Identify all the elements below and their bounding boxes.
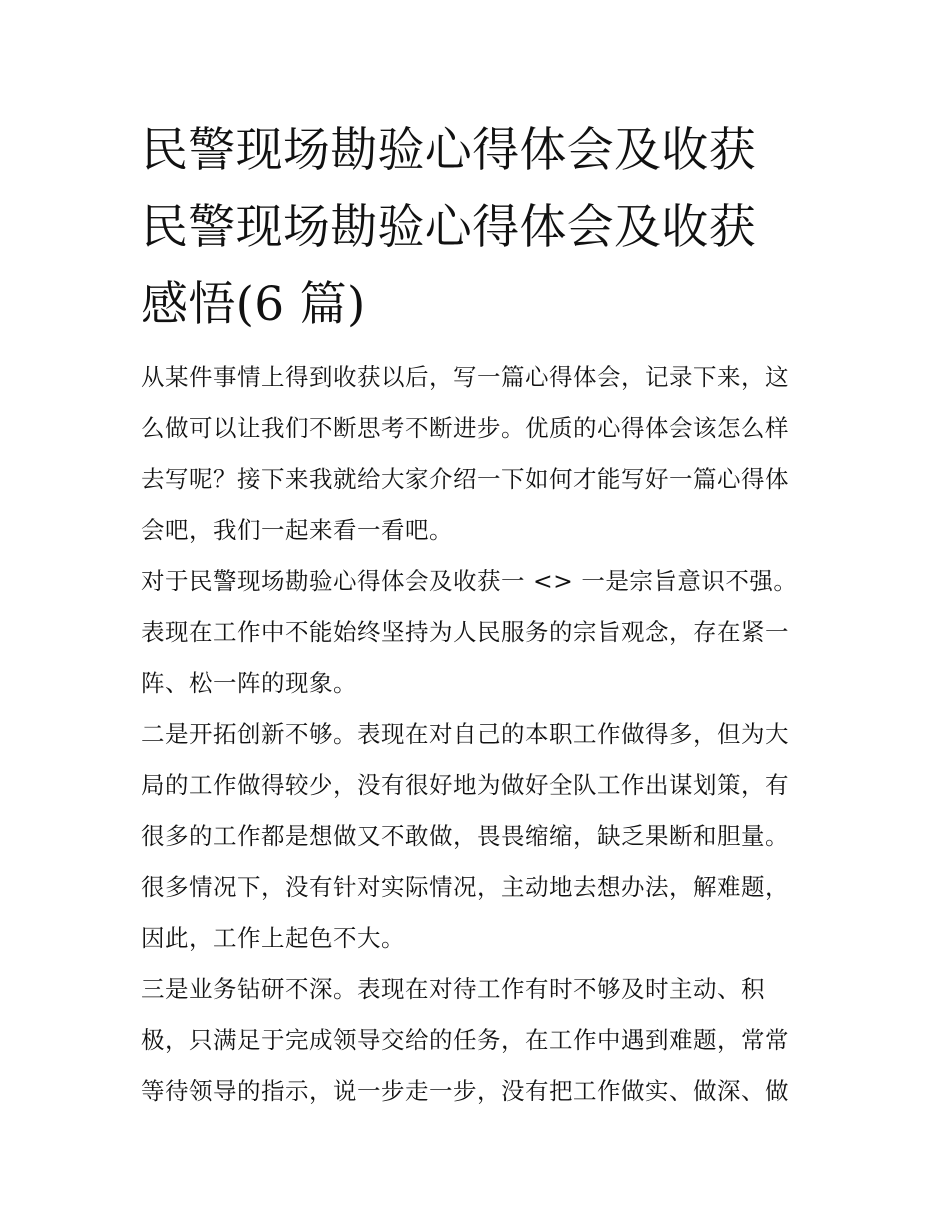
document-page — [141, 112, 813, 1117]
text-line: 二是开拓创新不够。表现在对自己的本职工作做得多，但为大 — [141, 720, 789, 748]
document-title — [141, 112, 813, 343]
title-line: 民警现场勘验心得体会及收获 — [141, 123, 756, 178]
text-line: 因此，工作上起色不大。 — [141, 924, 405, 952]
text-line: 三是业务钻研不深。表现在对待工作有时不够及时主动、积 — [141, 975, 765, 1003]
text-line: 局的工作做得较少，没有很好地为做好全队工作出谋划策，有 — [141, 771, 789, 799]
text-line: 么做可以让我们不断思考不断进步。优质的心得体会该怎么样 — [141, 414, 789, 442]
title-line: 感悟(6 篇) — [141, 277, 366, 332]
text-line: 极，只满足于完成领导交给的任务，在工作中遇到难题，常常 — [141, 1026, 789, 1054]
text-line: 从某件事情上得到收获以后，写一篇心得体会，记录下来，这 — [141, 363, 789, 391]
text-line: 表现在工作中不能始终坚持为人民服务的宗旨观念，存在紧一 — [141, 618, 789, 646]
text-line: 等待领导的指示，说一步走一步，没有把工作做实、做深、做 — [141, 1077, 789, 1105]
text-line: 对于民警现场勘验心得体会及收获一 <> 一是宗旨意识不强。 — [141, 567, 798, 595]
intro-paragraph — [141, 352, 813, 556]
text-line: 很多情况下，没有针对实际情况，主动地去想办法，解难题， — [141, 873, 789, 901]
text-line: 会吧，我们一起来看一看吧。 — [141, 516, 453, 544]
text-line: 很多的工作都是想做又不敢做，畏畏缩缩，缺乏果断和胆量。 — [141, 822, 789, 850]
text-line: 去写呢？接下来我就给大家介绍一下如何才能写好一篇心得体 — [141, 465, 789, 493]
point-two-paragraph — [141, 709, 813, 964]
point-one-paragraph — [141, 556, 813, 709]
title-line: 民警现场勘验心得体会及收获 — [141, 200, 756, 255]
point-three-paragraph — [141, 964, 813, 1117]
text-line: 阵、松一阵的现象。 — [141, 669, 357, 697]
